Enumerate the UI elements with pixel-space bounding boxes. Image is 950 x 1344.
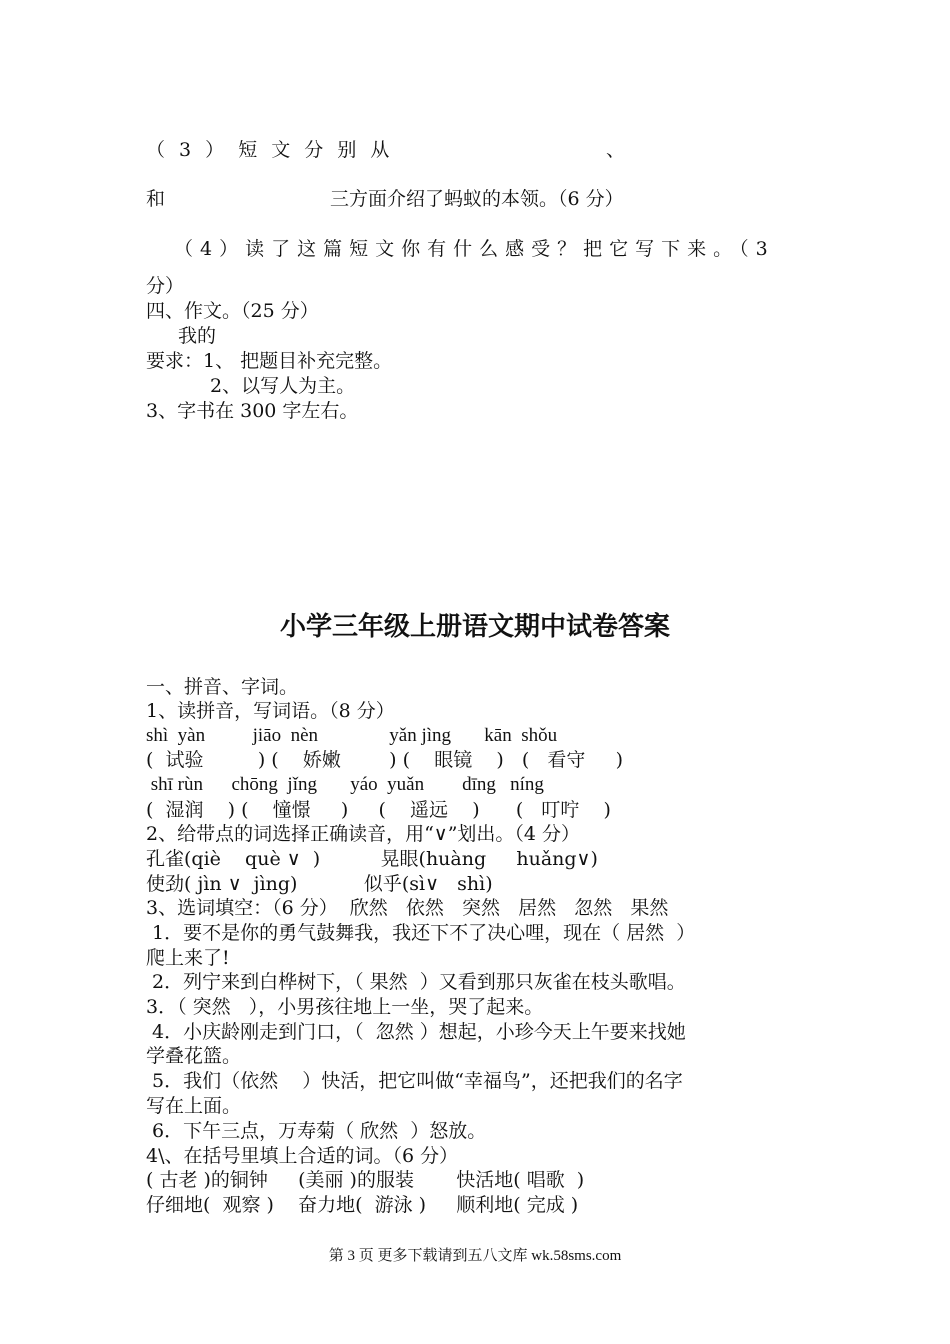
question3-item-5b: 写在上面。 xyxy=(146,1095,242,1117)
q3-text-line2b: 三方面介绍了蚂蚁的本领。（6 分） xyxy=(330,188,624,210)
answer-row-2: ( 湿润 ) ( 憧憬 ) ( 遥远 ) ( 叮咛 ) xyxy=(146,799,611,821)
q3-comma: 、 xyxy=(606,139,626,161)
question4-heading: 4\、在括号里填上合适的词。（6 分） xyxy=(146,1145,459,1167)
essay-heading: 四、作文。（25 分） xyxy=(146,300,319,322)
question3-item-3: 3．（ 突然 ），小男孩往地上一坐，哭了起来。 xyxy=(146,996,544,1018)
essay-requirement-3: 3、字书在 300 字左右。 xyxy=(146,400,359,422)
question3-item-1a: 1．要不是你的勇气鼓舞我，我还下不了决心哩，现在（ 居然 ） xyxy=(146,922,696,944)
page-footer: 第 3 页 更多下载请到五八文库 wk.58sms.com xyxy=(328,1248,622,1264)
q4-text-line2: 分） xyxy=(146,275,185,297)
q3-text-line1: （ 3 ） 短 文 分 别 从 xyxy=(146,139,394,161)
question3-item-5a: 5．我们（依然 ）快活，把它叫做“幸福鸟”，还把我们的名字 xyxy=(146,1070,683,1092)
question4-row-2: 仔细地( 观察 ) 奋力地( 游泳 ) 顺利地( 完成 ) xyxy=(146,1194,579,1216)
question3-item-6: 6．下午三点，万寿菊（ 欣然 ）怒放。 xyxy=(146,1120,487,1142)
pinyin-row-1: shì yàn jiāo nèn yǎn jìng kān shǒu xyxy=(146,725,558,746)
question3-item-4a: 4．小庆龄刚走到门口，（ 忽然 ）想起，小珍今天上午要来找她 xyxy=(146,1021,686,1043)
question2-heading: 2、给带点的词选择正确读音，用“∨”划出。（4 分） xyxy=(146,823,581,845)
question3-item-2: 2．列宁来到白桦树下，（ 果然 ）又看到那只灰雀在枝头歌唱。 xyxy=(146,971,686,993)
q3-text-line2a: 和 xyxy=(146,188,166,210)
question2-row-2: 使劲( jìn ∨ jìng) 似乎(sì∨ shì) xyxy=(146,873,493,895)
question3-item-4b: 学叠花篮。 xyxy=(146,1045,242,1067)
question3-item-1b: 爬上来了! xyxy=(146,947,230,969)
essay-requirement-1: 要求：1、 把题目补充完整。 xyxy=(146,350,393,372)
question1-heading: 1、读拼音，写词语。（8 分） xyxy=(146,700,395,722)
answer-title: 小学三年级上册语文期中试卷答案 xyxy=(279,612,670,642)
answer-row-1: ( 试验 ) ( 娇嫩 ) ( 眼镜 ) ( 看守 ) xyxy=(146,749,624,771)
section1-heading: 一、拼音、字词。 xyxy=(146,676,299,698)
pinyin-row-2: shī rùn chōng jǐng yáo yuǎn dīng níng xyxy=(146,774,544,795)
question2-row-1: 孔雀(qiè què ∨ ) 晃眼(huàng huǎng∨) xyxy=(146,848,598,870)
q4-text-line1: （4）读了这篇短文你有什么感受？把它写下来。（3 xyxy=(174,238,775,260)
essay-title: 我的 xyxy=(178,325,217,347)
question4-row-1: ( 古老 )的铜钟 (美丽 )的服装 快活地( 唱歌 ) xyxy=(146,1169,585,1191)
essay-requirement-2: 2、以写人为主。 xyxy=(210,375,356,397)
question3-heading: 3、选词填空：（6 分） 欣然 依然 突然 居然 忽然 果然 xyxy=(146,897,669,919)
